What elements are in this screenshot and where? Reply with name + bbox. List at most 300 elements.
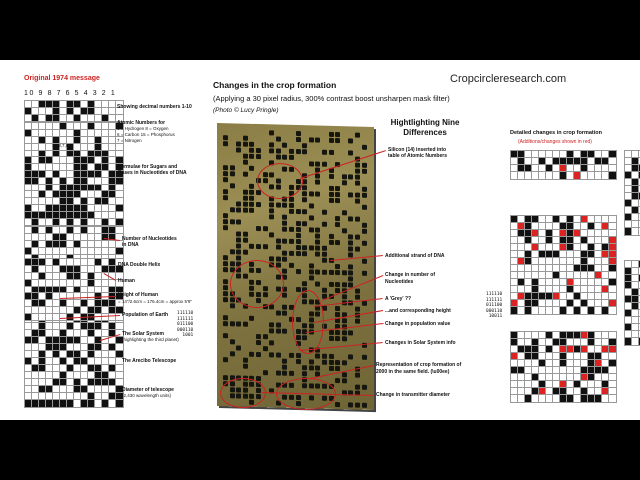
crop-pixel	[355, 307, 360, 312]
crop-pixel	[329, 132, 334, 137]
crop-pixel	[348, 246, 353, 251]
crop-pixel	[296, 251, 301, 256]
crop-pixel	[289, 209, 294, 214]
difference-ellipse	[220, 378, 266, 408]
crop-pixel	[335, 330, 340, 335]
crop-pixel	[276, 136, 281, 141]
crop-pixel	[355, 319, 360, 324]
crop-pixel	[315, 282, 320, 287]
crop-pixel	[335, 336, 340, 341]
crop-pixel	[329, 360, 334, 365]
crop-pixel	[362, 145, 367, 150]
crop-pixel	[362, 241, 367, 246]
crop-pixel	[315, 240, 320, 245]
crop-pixel	[230, 321, 235, 326]
crop-pixel	[342, 330, 347, 335]
crop-pixel	[322, 258, 327, 263]
crop-pixel	[282, 329, 287, 334]
crop-pixel	[348, 354, 353, 359]
crop-pixel	[236, 237, 241, 242]
crop-pixel	[309, 137, 314, 142]
difference-label: Changes in Solar System info	[385, 340, 456, 346]
crop-pixel	[256, 244, 261, 249]
crop-pixel	[289, 251, 294, 256]
crop-pixel	[289, 227, 294, 232]
crop-pixel	[289, 239, 294, 244]
crop-pixel	[230, 297, 235, 302]
message-comparison-sheet	[0, 60, 640, 420]
crop-pixel	[249, 142, 254, 147]
crop-pixel	[322, 162, 327, 167]
crop-pixel	[309, 191, 314, 196]
crop-pixel	[269, 340, 274, 345]
crop-pixel	[329, 186, 334, 191]
crop-pixel	[263, 226, 268, 231]
original-label: 7 = Nitrogen	[117, 138, 142, 143]
difference-label: ...and corresponding height	[385, 308, 451, 314]
crop-pixel	[315, 246, 320, 251]
crop-pixel	[348, 150, 353, 155]
crop-pixel	[223, 297, 228, 302]
crop-pixel	[276, 256, 281, 261]
crop-pixel	[309, 263, 314, 268]
crop-pixel	[342, 174, 347, 179]
difference-label: Nucleotides	[385, 279, 414, 285]
crop-pixel	[276, 148, 281, 153]
detail-grid-block	[510, 215, 617, 315]
original-grid-block	[24, 122, 124, 159]
crop-pixel	[282, 305, 287, 310]
difference-label: Change in number of	[385, 272, 435, 278]
crop-pixel	[315, 234, 320, 239]
difference-label: Additional strand of DNA	[385, 253, 445, 259]
crop-pixel	[223, 267, 228, 272]
crop-pixel	[355, 199, 360, 204]
crop-pixel	[296, 353, 301, 358]
crop-pixel	[348, 216, 353, 221]
crop-pixel	[269, 328, 274, 333]
crop-pixel	[230, 339, 235, 344]
crop-pixel	[243, 202, 248, 207]
crop-pixel	[362, 301, 367, 306]
crop-pixel	[282, 359, 287, 364]
crop-pixel	[348, 264, 353, 269]
crop-pixel	[230, 261, 235, 266]
crop-pixel	[256, 376, 261, 381]
crop-pixel	[322, 246, 327, 251]
original-label: Height of Human	[118, 292, 158, 298]
digit-header: 10 9 8 7 6 5 4 3 2 1	[24, 90, 117, 97]
crop-pixel	[230, 207, 235, 212]
crop-pixel	[335, 216, 340, 221]
crop-pixel	[362, 205, 367, 210]
crop-pixel	[282, 257, 287, 262]
crop-pixel	[296, 287, 301, 292]
crop-pixel	[243, 190, 248, 195]
crop-pixel	[223, 375, 228, 380]
crop-pixel	[289, 197, 294, 202]
crop-pixel	[276, 328, 281, 333]
original-label: (highlighting the third planet)	[122, 337, 179, 342]
crop-pixel	[276, 262, 281, 267]
crop-pixel	[269, 322, 274, 327]
crop-pixel	[223, 255, 228, 260]
crop-pixel	[269, 352, 274, 357]
crop-pixel	[362, 259, 367, 264]
crop-pixel	[335, 222, 340, 227]
crop-pixel	[243, 232, 248, 237]
crop-pixel	[289, 149, 294, 154]
crop-pixel	[315, 162, 320, 167]
crop-pixel	[223, 177, 228, 182]
crop-pixel	[230, 249, 235, 254]
crop-pixel	[335, 138, 340, 143]
crop-pixel	[236, 207, 241, 212]
crop-pixel	[276, 202, 281, 207]
crop-pixel	[302, 281, 307, 286]
crop-pixel	[335, 192, 340, 197]
photo-credit: (Photo © Lucy Pringle)	[213, 107, 279, 114]
crop-pixel	[276, 322, 281, 327]
crop-pixel	[335, 366, 340, 371]
crop-pixel	[296, 269, 301, 274]
crop-pixel	[230, 219, 235, 224]
crop-pixel	[296, 137, 301, 142]
crop-pixel	[348, 174, 353, 179]
original-grid-block	[24, 343, 124, 408]
original-label: The Solar System	[122, 331, 164, 337]
crop-pixel	[236, 231, 241, 236]
crop-pixel	[315, 354, 320, 359]
crop-pixel	[223, 285, 228, 290]
crop-pixel	[309, 245, 314, 250]
crop-pixel	[243, 172, 248, 177]
crop-pixel	[256, 148, 261, 153]
crop-pixel	[276, 154, 281, 159]
crop-pixel	[223, 141, 228, 146]
crop-pixel	[249, 166, 254, 171]
crop-pixel	[355, 385, 360, 390]
crop-pixel	[322, 360, 327, 365]
crop-pixel	[243, 160, 248, 165]
crop-pixel	[348, 276, 353, 281]
crop-pixel	[342, 210, 347, 215]
crop-pixel	[236, 243, 241, 248]
crop-pixel	[302, 197, 307, 202]
crop-pixel	[289, 155, 294, 160]
crop-changes-subtitle: (Applying a 30 pixel radius, 300% contrast boost unsharpen mask filter)	[213, 94, 450, 103]
crop-pixel	[223, 171, 228, 176]
crop-pixel	[309, 203, 314, 208]
crop-pixel	[289, 263, 294, 268]
crop-pixel	[243, 136, 248, 141]
crop-pixel	[296, 359, 301, 364]
crop-pixel	[348, 330, 353, 335]
site-watermark: Cropcircleresearch.com	[450, 73, 567, 85]
crop-pixel	[362, 403, 367, 408]
crop-pixel	[322, 288, 327, 293]
original-label: Diameter of telescope	[122, 387, 174, 393]
crop-pixel	[329, 174, 334, 179]
crop-pixel	[335, 132, 340, 137]
crop-pixel	[362, 187, 367, 192]
crop-pixel	[223, 315, 228, 320]
original-label: Human	[118, 278, 135, 284]
crop-pixel	[276, 310, 281, 315]
crop-pixel	[282, 365, 287, 370]
crop-pixel	[342, 336, 347, 341]
crop-pixel	[249, 352, 254, 357]
difference-ellipse	[230, 260, 284, 308]
crop-pixel	[348, 138, 353, 143]
crop-pixel	[276, 244, 281, 249]
crop-pixel	[236, 147, 241, 152]
crop-pixel	[296, 233, 301, 238]
crop-pixel	[355, 235, 360, 240]
crop-pixel	[342, 294, 347, 299]
crop-pixel	[256, 334, 261, 339]
crop-pixel	[282, 251, 287, 256]
crop-pixel	[322, 222, 327, 227]
crop-pixel	[243, 358, 248, 363]
crop-pixel	[296, 227, 301, 232]
crop-pixel	[302, 143, 307, 148]
crop-pixel	[230, 171, 235, 176]
original-label: in DNA	[122, 242, 139, 248]
crop-pixel	[335, 198, 340, 203]
crop-pixel	[362, 193, 367, 198]
crop-pixel	[355, 175, 360, 180]
crop-pixel	[362, 223, 367, 228]
original-label: Atomic Numbers for	[117, 120, 166, 126]
crop-pixel	[302, 365, 307, 370]
crop-pixel	[315, 192, 320, 197]
crop-pixel	[309, 365, 314, 370]
crop-pixel	[329, 240, 334, 245]
crop-pixel	[329, 336, 334, 341]
original-label: DNA Double Helix	[118, 262, 161, 268]
crop-pixel	[282, 155, 287, 160]
crop-pixel	[335, 186, 340, 191]
crop-pixel	[355, 289, 360, 294]
crop-pixel	[276, 370, 281, 375]
crop-pixel	[223, 165, 228, 170]
crop-pixel	[230, 351, 235, 356]
crop-pixel	[335, 360, 340, 365]
detailed-changes-title: Detailed changes in crop formation	[510, 130, 602, 136]
crop-pixel	[342, 372, 347, 377]
crop-pixel	[355, 169, 360, 174]
crop-pixel	[315, 366, 320, 371]
crop-pixel	[243, 364, 248, 369]
crop-pixel	[282, 239, 287, 244]
crop-pixel	[223, 261, 228, 266]
crop-pixel	[315, 180, 320, 185]
crop-pixel	[249, 148, 254, 153]
original-label: Population of Earth	[122, 312, 169, 318]
crop-pixel	[276, 352, 281, 357]
detail-grid-block	[510, 331, 617, 403]
crop-pixel	[282, 269, 287, 274]
crop-pixel	[236, 249, 241, 254]
original-grid-block	[24, 322, 124, 345]
crop-pixel	[335, 378, 340, 383]
crop-pixel	[329, 282, 334, 287]
crop-pixel	[329, 198, 334, 203]
crop-pixel	[315, 270, 320, 275]
crop-pixel	[342, 228, 347, 233]
crop-pixel	[249, 184, 254, 189]
crop-pixel	[335, 402, 340, 407]
crop-pixel	[315, 174, 320, 179]
detail-population-binary: 111110 111111 011100 000110 10011	[486, 292, 503, 319]
crop-pixel	[348, 402, 353, 407]
crop-pixel	[269, 148, 274, 153]
crop-pixel	[335, 306, 340, 311]
crop-pixel	[329, 234, 334, 239]
crop-pixel	[362, 169, 367, 174]
crop-pixel	[276, 238, 281, 243]
original-label: 6 = Carbon 15 = Phosphorus	[117, 132, 175, 137]
crop-pixel	[263, 370, 268, 375]
crop-pixel	[282, 203, 287, 208]
original-label: = 14"/2.6cm = 176.4cm = approx 5'9"	[118, 299, 192, 304]
crop-pixel	[322, 354, 327, 359]
crop-pixel	[342, 318, 347, 323]
crop-pixel	[269, 214, 274, 219]
crop-pixel	[342, 282, 347, 287]
population-binary: 111110 111111 011100 000110 1001	[177, 311, 194, 338]
crop-pixel	[243, 250, 248, 255]
crop-pixel	[269, 202, 274, 207]
crop-pixel	[223, 189, 228, 194]
crop-pixel	[263, 346, 268, 351]
crop-pixel	[302, 245, 307, 250]
crop-pixel	[249, 208, 254, 213]
crop-pixel	[342, 378, 347, 383]
crop-pixel	[282, 143, 287, 148]
crop-pixel	[243, 154, 248, 159]
crop-pixel	[230, 183, 235, 188]
crop-pixel	[296, 221, 301, 226]
crop-pixel	[223, 219, 228, 224]
crop-pixel	[296, 149, 301, 154]
crop-pixel	[256, 202, 261, 207]
crop-pixel	[315, 228, 320, 233]
crop-pixel	[236, 219, 241, 224]
crop-pixel	[296, 209, 301, 214]
crop-pixel	[355, 181, 360, 186]
crop-pixel	[329, 270, 334, 275]
crop-pixel	[355, 163, 360, 168]
crop-pixel	[335, 312, 340, 317]
crop-pixel	[355, 217, 360, 222]
crop-pixel	[243, 142, 248, 147]
difference-label: Representation of crop formation of	[376, 362, 462, 368]
crop-pixel	[329, 150, 334, 155]
crop-pixel	[296, 131, 301, 136]
crop-pixel	[309, 359, 314, 364]
crop-pixel	[302, 209, 307, 214]
crop-pixel	[348, 192, 353, 197]
crop-pixel	[269, 256, 274, 261]
original-label: Bases in Nucleotides of DNA	[118, 170, 187, 176]
crop-pixel	[309, 275, 314, 280]
crop-pixel	[309, 215, 314, 220]
crop-pixel	[263, 334, 268, 339]
crop-pixel	[249, 190, 254, 195]
crop-pixel	[223, 333, 228, 338]
detailed-changes-subtitle: (Additions/changes shown in red)	[518, 139, 592, 145]
crop-pixel	[309, 227, 314, 232]
difference-label: Change in population value	[385, 321, 451, 327]
original-label: (2,430 wavelength units)	[122, 393, 172, 398]
crop-pixel	[362, 271, 367, 276]
original-message-title: Original 1974 message	[24, 75, 100, 82]
crop-pixel	[329, 330, 334, 335]
crop-pixel	[236, 141, 241, 146]
crop-pixel	[355, 247, 360, 252]
crop-pixel	[282, 311, 287, 316]
difference-label: Change in transmitter diameter	[376, 392, 450, 398]
crop-pixel	[236, 345, 241, 350]
crop-pixel	[329, 354, 334, 359]
crop-pixel	[289, 353, 294, 358]
crop-pixel	[269, 208, 274, 213]
crop-pixel	[315, 138, 320, 143]
crop-pixel	[302, 371, 307, 376]
crop-pixel	[282, 215, 287, 220]
crop-pixel	[236, 321, 241, 326]
crop-pixel	[249, 154, 254, 159]
crop-pixel	[335, 282, 340, 287]
crop-pixel	[249, 202, 254, 207]
original-label: The Arecibo Telescope	[122, 358, 177, 364]
crop-pixel	[355, 403, 360, 408]
crop-pixel	[282, 293, 287, 298]
original-label: 15,8,7,6,1	[52, 143, 73, 148]
crop-pixel	[296, 239, 301, 244]
crop-pixel	[256, 352, 261, 357]
crop-pixel	[335, 270, 340, 275]
crop-pixel	[223, 321, 228, 326]
crop-pixel	[256, 226, 261, 231]
crop-pixel	[302, 221, 307, 226]
detail-grid-edge	[624, 260, 640, 346]
crop-pixel	[302, 185, 307, 190]
crop-pixel	[342, 180, 347, 185]
crop-pixel	[302, 251, 307, 256]
difference-label: table of Atomic Numbers	[388, 153, 447, 159]
crop-pixel	[243, 238, 248, 243]
crop-pixel	[322, 210, 327, 215]
crop-pixel	[230, 303, 235, 308]
crop-pixel	[355, 373, 360, 378]
crop-pixel	[309, 161, 314, 166]
crop-pixel	[309, 269, 314, 274]
crop-pixel	[243, 208, 248, 213]
crop-pixel	[282, 221, 287, 226]
crop-pixel	[223, 225, 228, 230]
crop-pixel	[348, 270, 353, 275]
crop-pixel	[223, 213, 228, 218]
crop-pixel	[342, 360, 347, 365]
crop-pixel	[269, 130, 274, 135]
crop-pixel	[355, 295, 360, 300]
crop-pixel	[236, 255, 241, 260]
crop-pixel	[362, 163, 367, 168]
crop-pixel	[249, 196, 254, 201]
